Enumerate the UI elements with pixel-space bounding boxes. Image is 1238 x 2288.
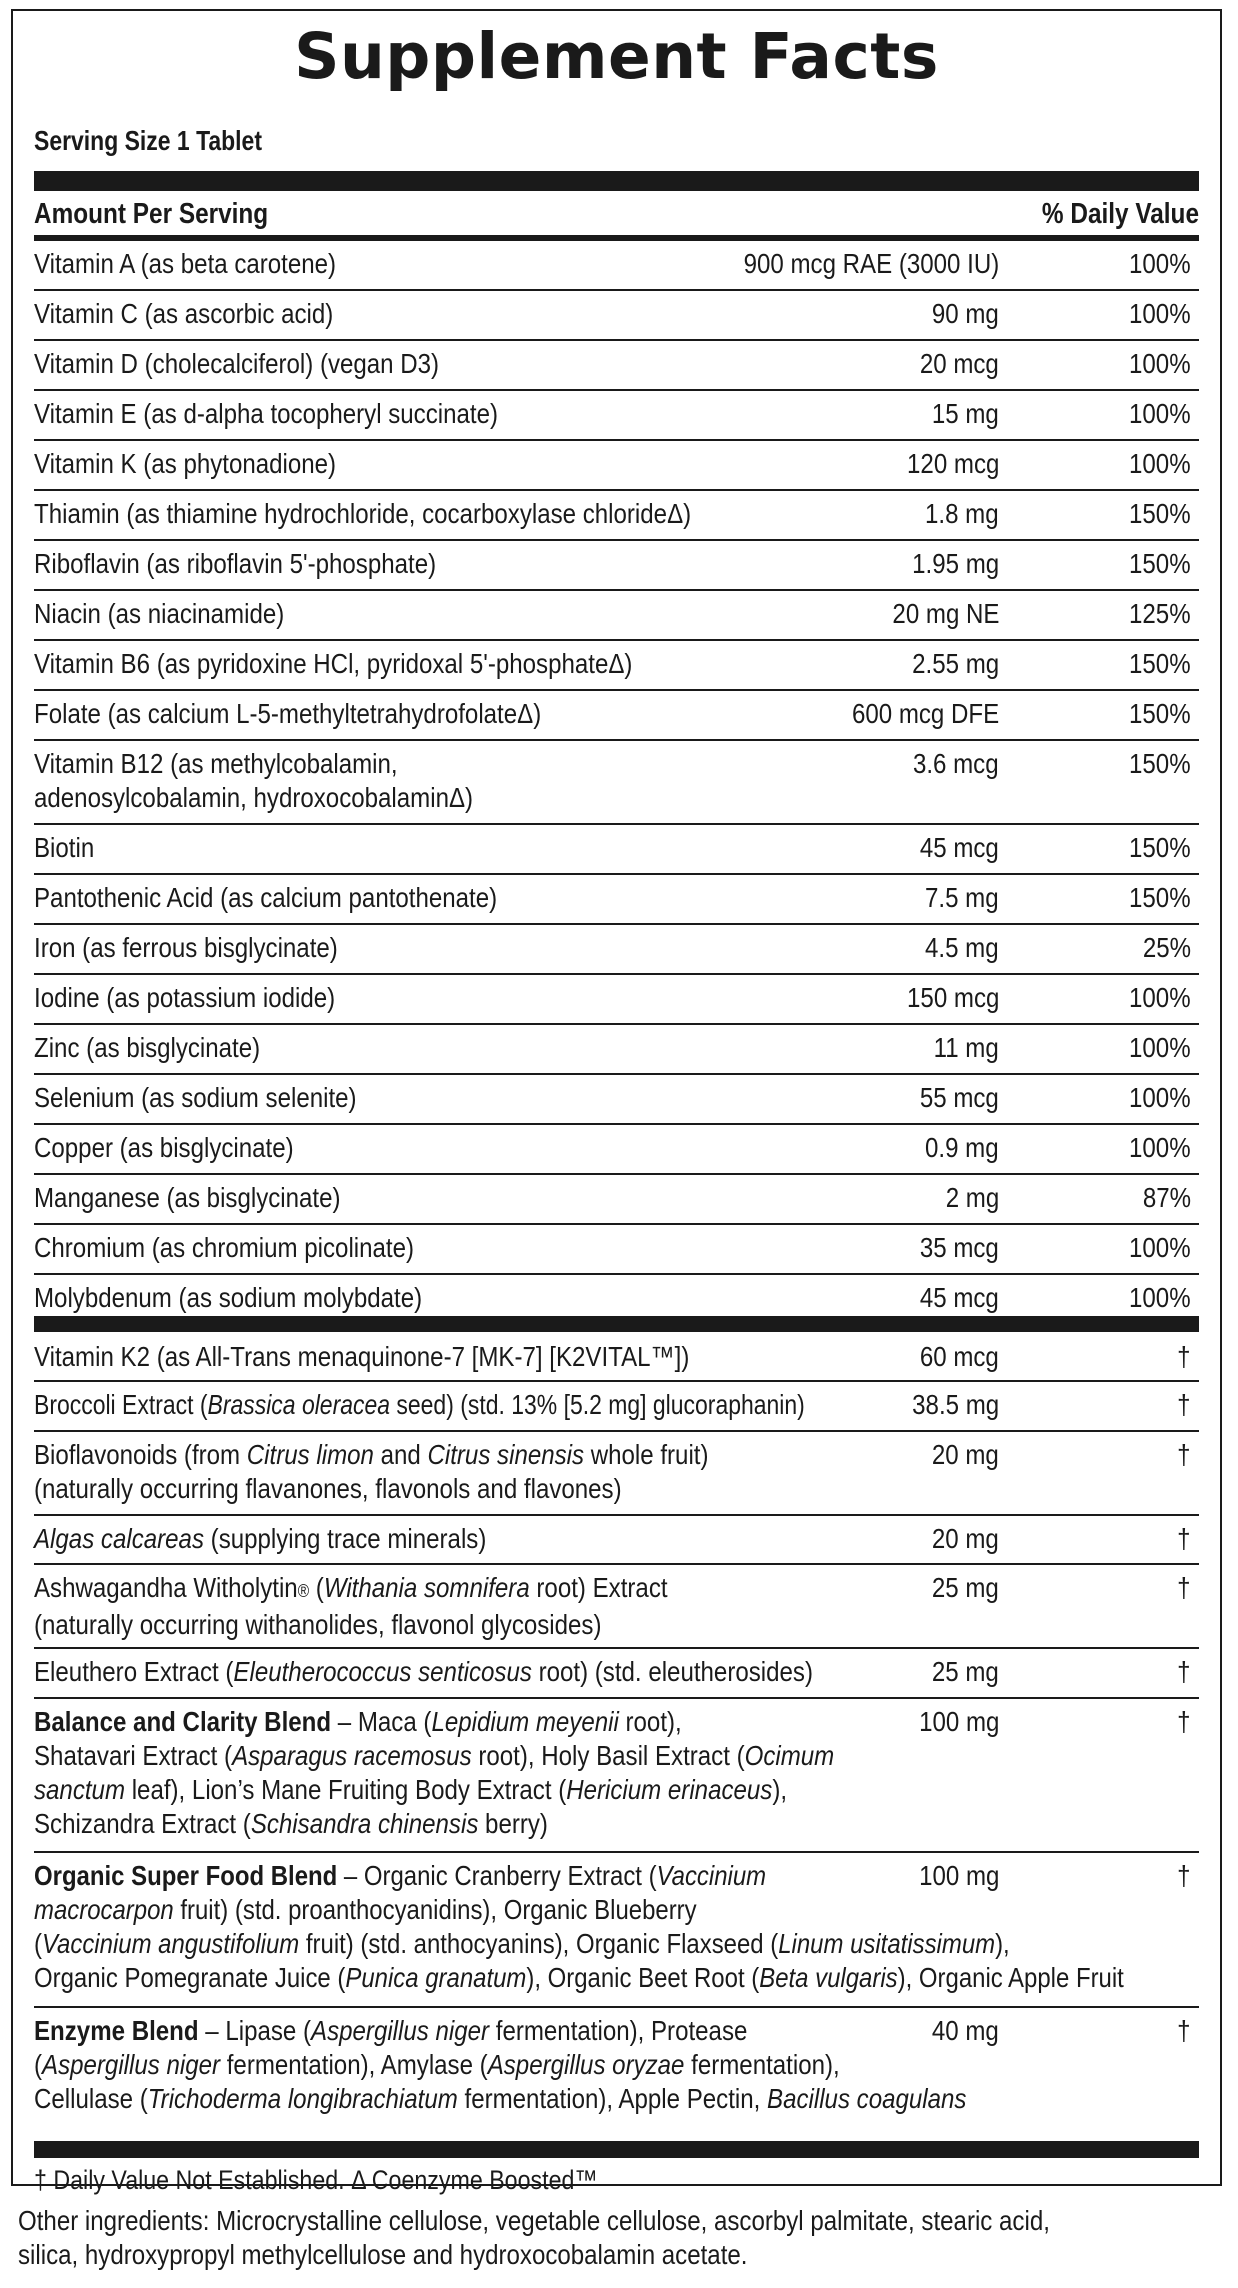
nutrient-daily-value: 100% bbox=[1129, 448, 1191, 479]
thick-divider-bottom bbox=[34, 2141, 1199, 2158]
nutrient-name: Vitamin A (as beta carotene) bbox=[34, 248, 337, 279]
table-row bbox=[34, 1175, 1199, 1225]
nutrient-daily-value: † bbox=[1177, 2015, 1191, 2046]
nutrient-amount: 100 mg bbox=[918, 1706, 999, 1737]
nutrient-amount: 600 mcg DFE bbox=[851, 698, 999, 729]
nutrient-amount: 20 mg NE bbox=[891, 598, 999, 629]
table-row bbox=[34, 925, 1199, 975]
nutrient-name: Vitamin E (as d-alpha tocopheryl succinate) bbox=[34, 398, 499, 429]
nutrient-amount: 900 mcg RAE (3000 IU) bbox=[743, 248, 999, 279]
serving-size: Serving Size 1 Tablet bbox=[34, 125, 262, 156]
nutrient-name: Ashwagandha Witholytin® (Withania somnifera root) Extract (naturally occurring withanolides, flavonol glycosides) bbox=[34, 1572, 668, 1640]
nutrient-name: Chromium (as chromium picolinate) bbox=[34, 1232, 415, 1263]
table-row bbox=[34, 825, 1199, 875]
nutrient-amount: 60 mcg bbox=[920, 1341, 999, 1372]
nutrient-daily-value: † bbox=[1177, 1439, 1191, 1470]
nutrient-daily-value: 150% bbox=[1129, 882, 1191, 913]
table-row bbox=[34, 1125, 1199, 1175]
thick-divider-middle bbox=[34, 1316, 1199, 1332]
table-row bbox=[34, 741, 1199, 825]
nutrient-name: Riboflavin (as riboflavin 5'-phosphate) bbox=[34, 548, 437, 579]
nutrient-name: Eleuthero Extract (Eleutherococcus senticosus root) (std. eleutherosides) bbox=[34, 1656, 813, 1687]
nutrient-name: Vitamin K (as phytonadione) bbox=[34, 448, 337, 479]
table-row bbox=[34, 1225, 1199, 1275]
footnote: † Daily Value Not Established. Δ Coenzyme Boosted™ bbox=[34, 2165, 598, 2195]
blend-description: Organic Super Food Blend – Organic Cranberry Extract (Vaccinium macrocarpon fruit) (std. proanthocyanidins), Organic Blueberry (Vaccinium angustifolium fruit) (std. anthocyanins), Organic Flaxseed (Linum usitatissimum), Organic Pomegranate Juice (Punica granatum), Organic Beet Root (Beta vulgaris), Organic Apple Fruit bbox=[34, 1860, 1124, 1993]
nutrient-amount: 2 mg bbox=[945, 1182, 999, 1213]
nutrient-amount: 40 mg bbox=[932, 2015, 999, 2046]
nutrient-daily-value: 150% bbox=[1129, 832, 1191, 863]
list-item bbox=[34, 1432, 1199, 1516]
nutrient-name: Vitamin B12 (as methylcobalamin, adenosylcobalamin, hydroxocobalaminΔ) bbox=[34, 748, 474, 813]
list-item bbox=[34, 1853, 1199, 2008]
nutrient-name: Iron (as ferrous bisglycinate) bbox=[34, 932, 338, 963]
nutrient-daily-value: 150% bbox=[1129, 748, 1191, 779]
list-item bbox=[34, 1516, 1199, 1565]
nutrient-amount: 1.8 mg bbox=[925, 498, 999, 529]
table-row bbox=[34, 691, 1199, 741]
nutrient-amount: 20 mg bbox=[932, 1523, 999, 1554]
nutrient-name: Bioflavonoids (from Citrus limon and Citrus sinensis whole fruit) (naturally occurring flavanones, flavonols and flavones) bbox=[34, 1439, 709, 1504]
proprietary-list bbox=[34, 1332, 1199, 2125]
blend-description: Balance and Clarity Blend – Maca (Lepidium meyenii root), Shatavari Extract (Asparagus racemosus root), Holy Basil Extract (Ocimum sanctum leaf), Lion’s Mane Fruiting Body Extract (Hericium erinaceus), Schizandra Extract (Schisandra chinensis berry) bbox=[34, 1706, 835, 1839]
table-row bbox=[34, 341, 1199, 391]
nutrient-name: Algas calcareas (supplying trace minerals) bbox=[34, 1523, 487, 1554]
list-item bbox=[34, 1565, 1199, 1649]
nutrient-name: Niacin (as niacinamide) bbox=[34, 598, 285, 629]
nutrient-daily-value: 150% bbox=[1129, 498, 1191, 529]
nutrient-amount: 25 mg bbox=[932, 1656, 999, 1687]
nutrient-name: Iodine (as potassium iodide) bbox=[34, 982, 336, 1013]
list-item bbox=[34, 2008, 1199, 2125]
amount-per-serving-label: Amount Per Serving bbox=[34, 198, 269, 230]
nutrient-daily-value: 150% bbox=[1129, 698, 1191, 729]
nutrient-daily-value: 87% bbox=[1142, 1182, 1191, 1213]
nutrient-daily-value: † bbox=[1177, 1656, 1191, 1687]
nutrient-name: Selenium (as sodium selenite) bbox=[34, 1082, 357, 1113]
nutrient-amount: 25 mg bbox=[932, 1572, 999, 1603]
table-row bbox=[34, 875, 1199, 925]
supplement-facts-panel bbox=[11, 9, 1222, 2195]
nutrient-daily-value: 25% bbox=[1142, 932, 1191, 963]
nutrient-name: Manganese (as bisglycinate) bbox=[34, 1182, 341, 1213]
list-item bbox=[34, 1649, 1199, 1699]
table-row bbox=[34, 1075, 1199, 1125]
nutrient-daily-value: † bbox=[1177, 1341, 1191, 1372]
list-item bbox=[34, 1332, 1199, 1382]
table-row bbox=[34, 441, 1199, 491]
nutrient-daily-value: 100% bbox=[1129, 398, 1191, 429]
panel-title: Supplement Facts bbox=[294, 20, 939, 93]
nutrient-name: Copper (as bisglycinate) bbox=[34, 1132, 294, 1163]
nutrient-amount: 45 mcg bbox=[920, 1282, 999, 1313]
table-row bbox=[34, 1025, 1199, 1075]
nutrient-daily-value: † bbox=[1177, 1860, 1191, 1891]
nutrient-amount: 35 mcg bbox=[920, 1232, 999, 1263]
nutrient-daily-value: 100% bbox=[1129, 298, 1191, 329]
daily-value-label: % Daily Value bbox=[1041, 198, 1199, 230]
nutrient-daily-value: 125% bbox=[1129, 598, 1191, 629]
nutrient-amount: 55 mcg bbox=[920, 1082, 999, 1113]
nutrient-daily-value: 100% bbox=[1129, 248, 1191, 279]
nutrient-daily-value: † bbox=[1177, 1389, 1191, 1420]
nutrient-daily-value: 100% bbox=[1129, 1082, 1191, 1113]
table-row bbox=[34, 591, 1199, 641]
nutrient-daily-value: 100% bbox=[1129, 1032, 1191, 1063]
other-ingredients: Other ingredients: Microcrystalline cellulose, vegetable cellulose, ascorbyl palmitate, stearic acid, silica, hydroxypropyl methylcellulose and hydroxocobalamin acetate. bbox=[18, 2205, 1050, 2270]
nutrient-name: Zinc (as bisglycinate) bbox=[34, 1032, 261, 1063]
nutrient-name: Vitamin B6 (as pyridoxine HCl, pyridoxal 5'-phosphateΔ) bbox=[34, 648, 633, 679]
nutrient-amount: 20 mcg bbox=[920, 348, 999, 379]
nutrient-amount: 0.9 mg bbox=[925, 1132, 999, 1163]
table-row bbox=[34, 391, 1199, 441]
table-row bbox=[34, 241, 1199, 291]
nutrient-daily-value: † bbox=[1177, 1523, 1191, 1554]
table-row bbox=[34, 291, 1199, 341]
nutrient-amount: 38.5 mg bbox=[911, 1389, 999, 1420]
nutrient-name: Biotin bbox=[34, 832, 95, 863]
table-row bbox=[34, 975, 1199, 1025]
thick-divider-top bbox=[34, 171, 1199, 191]
panel-inner bbox=[34, 11, 1199, 2195]
blend-description: Enzyme Blend – Lipase (Aspergillus niger fermentation), Protease (Aspergillus niger fermentation), Amylase (Aspergillus oryzae fermentation), Cellulase (Trichoderma longibrachiatum fermentation), Apple Pectin, Bacillus coagulans bbox=[34, 2015, 967, 2114]
nutrient-daily-value: 100% bbox=[1129, 1132, 1191, 1163]
table-header bbox=[34, 194, 1199, 234]
nutrient-daily-value: 100% bbox=[1129, 982, 1191, 1013]
nutrient-amount: 1.95 mg bbox=[911, 548, 999, 579]
table-row bbox=[34, 641, 1199, 691]
nutrient-name: Molybdenum (as sodium molybdate) bbox=[34, 1282, 423, 1313]
list-item bbox=[34, 1382, 1199, 1432]
nutrient-amount: 120 mcg bbox=[906, 448, 999, 479]
nutrient-amount: 4.5 mg bbox=[925, 932, 999, 963]
nutrient-daily-value: 100% bbox=[1129, 348, 1191, 379]
nutrient-amount: 3.6 mcg bbox=[913, 748, 999, 779]
nutrient-daily-value: 100% bbox=[1129, 1282, 1191, 1313]
nutrient-name: Vitamin D (cholecalciferol) (vegan D3) bbox=[34, 348, 440, 379]
nutrient-name: Vitamin C (as ascorbic acid) bbox=[34, 298, 334, 329]
nutrient-daily-value: 100% bbox=[1129, 1232, 1191, 1263]
nutrient-amount: 11 mg bbox=[933, 1032, 999, 1063]
nutrient-name: Thiamin (as thiamine hydrochloride, cocarboxylase chlorideΔ) bbox=[34, 498, 692, 529]
nutrient-amount: 150 mcg bbox=[906, 982, 999, 1013]
nutrient-amount: 7.5 mg bbox=[925, 882, 999, 913]
nutrient-amount: 100 mg bbox=[918, 1860, 999, 1891]
nutrient-daily-value: 150% bbox=[1129, 648, 1191, 679]
nutrient-daily-value: † bbox=[1177, 1572, 1191, 1603]
list-item bbox=[34, 1699, 1199, 1853]
nutrient-amount: 90 mg bbox=[932, 298, 999, 329]
nutrient-name: Pantothenic Acid (as calcium pantothenate) bbox=[34, 882, 498, 913]
nutrient-amount: 15 mg bbox=[932, 398, 999, 429]
nutrient-name: Vitamin K2 (as All-Trans menaquinone-7 [MK-7] [K2VITAL™]) bbox=[34, 1341, 690, 1372]
table-row bbox=[34, 491, 1199, 541]
vitamin-mineral-list bbox=[34, 241, 1199, 1325]
nutrient-daily-value: † bbox=[1177, 1706, 1191, 1737]
nutrient-amount: 45 mcg bbox=[920, 832, 999, 863]
nutrient-name: Folate (as calcium L-5-methyltetrahydrofolateΔ) bbox=[34, 698, 542, 729]
nutrient-amount: 2.55 mg bbox=[911, 648, 999, 679]
table-row bbox=[34, 541, 1199, 591]
nutrient-amount: 20 mg bbox=[932, 1439, 999, 1470]
nutrient-name: Broccoli Extract (Brassica oleracea seed) (std. 13% [5.2 mg] glucoraphanin) bbox=[34, 1389, 805, 1420]
nutrient-daily-value: 150% bbox=[1129, 548, 1191, 579]
